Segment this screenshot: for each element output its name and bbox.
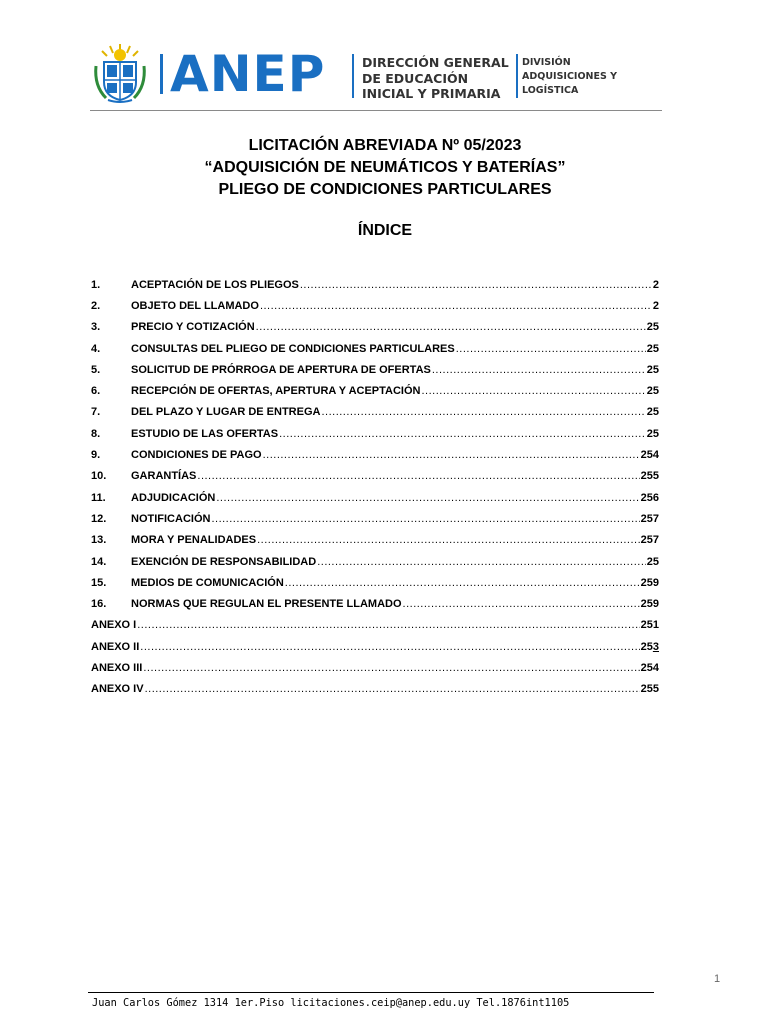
toc-number: 16.	[91, 598, 107, 611]
header-separator	[516, 54, 518, 98]
toc-entry[interactable]	[91, 338, 659, 359]
toc-leader	[263, 449, 640, 461]
toc-entry[interactable]	[91, 444, 659, 465]
toc-title: OBJETO DEL LLAMADO	[131, 299, 259, 312]
toc-title: DEL PLAZO Y LUGAR DE ENTREGA	[131, 406, 321, 419]
toc-entry[interactable]	[91, 572, 659, 593]
toc-title: RECEPCIÓN DE OFERTAS, APERTURA Y ACEPTACIÓN	[131, 385, 421, 398]
toc-annex-entry[interactable]	[91, 615, 659, 636]
toc-number: 15.	[91, 576, 107, 589]
toc-leader	[300, 279, 652, 291]
toc-page: 25	[646, 363, 659, 376]
toc-leader	[456, 343, 646, 355]
toc-title: MORA Y PENALIDADES	[131, 534, 257, 547]
toc-leader	[257, 534, 640, 546]
direction-line: DE EDUCACIÓN	[362, 70, 469, 86]
document-title	[0, 135, 770, 201]
toc-entry[interactable]	[91, 423, 659, 444]
toc-entry[interactable]	[91, 466, 659, 487]
footer-rule	[88, 992, 654, 993]
toc-title: CONDICIONES DE PAGO	[131, 449, 262, 462]
toc-entry[interactable]	[91, 295, 659, 316]
toc-page: 254	[640, 661, 659, 674]
header-separator	[352, 54, 354, 98]
toc-number: 9.	[91, 449, 101, 462]
header-rule	[90, 110, 662, 111]
toc-number: 5.	[91, 363, 101, 376]
division-line: LOGÍSTICA	[522, 85, 579, 96]
toc-entry[interactable]	[91, 274, 659, 295]
index-heading: ÍNDICE	[357, 222, 413, 239]
toc-leader	[432, 364, 646, 376]
toc-page: 25	[646, 427, 659, 440]
direction-line: DIRECCIÓN GENERAL	[362, 55, 509, 70]
toc-leader	[321, 406, 645, 418]
toc-leader	[197, 470, 639, 482]
toc-leader	[317, 556, 646, 568]
letterhead	[90, 38, 662, 114]
toc-leader	[145, 683, 640, 695]
toc-title: CONSULTAS DEL PLIEGO DE CONDICIONES PARTICULARES	[131, 342, 455, 355]
direction-line: INICIAL Y PRIMARIA	[362, 86, 501, 101]
toc-number: 11.	[91, 491, 106, 504]
toc-title: ADJUDICACIÓN	[131, 491, 216, 504]
anep-logo: ANEP	[170, 45, 326, 103]
uruguay-coat-of-arms-icon	[92, 42, 148, 104]
title-line: “ADQUISICIÓN DE NEUMÁTICOS Y BATERÍAS”	[204, 159, 566, 176]
toc-number: 14.	[91, 555, 107, 568]
toc-title: NOTIFICACIÓN	[131, 512, 211, 525]
toc-entry[interactable]	[91, 508, 659, 529]
toc-leader	[140, 641, 639, 653]
toc-annex-entry[interactable]	[91, 679, 659, 700]
toc-entry[interactable]	[91, 530, 659, 551]
toc-leader	[285, 577, 640, 589]
toc-number: 1.	[91, 278, 101, 291]
toc-number: 12.	[91, 512, 107, 525]
toc-title: PRECIO Y COTIZACIÓN	[131, 321, 255, 334]
toc-title: SOLICITUD DE PRÓRROGA DE APERTURA DE OFERTAS	[131, 363, 431, 376]
division-line: ADQUISICIONES Y	[522, 71, 617, 82]
toc-leader	[403, 598, 640, 610]
page-number: 1	[714, 973, 721, 985]
toc-page: 251	[640, 619, 659, 632]
division-name	[522, 56, 617, 98]
toc-title: ANEXO II	[91, 640, 140, 653]
toc-leader	[137, 619, 639, 631]
direction-name	[362, 55, 509, 102]
footer-contact: Juan Carlos Gómez 1314 1er.Piso licitaciones.ceip@anep.edu.uy Tel.1876int1105	[92, 997, 570, 1009]
toc-leader	[211, 513, 639, 525]
toc-entry[interactable]	[91, 593, 659, 614]
toc-page: 255	[640, 683, 659, 696]
toc-page-part: 25	[640, 640, 653, 653]
toc-page: 25	[646, 406, 659, 419]
title-line: LICITACIÓN ABREVIADA Nº 05/2023	[248, 137, 522, 154]
toc-leader	[143, 662, 639, 674]
toc-number: 8.	[91, 427, 101, 440]
toc-title: MEDIOS DE COMUNICACIÓN	[131, 576, 284, 589]
toc-title: GARANTÍAS	[131, 470, 197, 483]
toc-page: 25	[646, 555, 659, 568]
toc-page: 255	[640, 470, 659, 483]
toc-number: 6.	[91, 385, 101, 398]
toc-leader	[260, 300, 652, 312]
toc-leader	[256, 321, 646, 333]
toc-number: 7.	[91, 406, 101, 419]
toc-entry[interactable]	[91, 359, 659, 380]
toc-page: 2	[652, 299, 659, 312]
toc-title: ESTUDIO DE LAS OFERTAS	[131, 427, 279, 440]
toc-page: 257	[640, 512, 659, 525]
toc-page: 256	[640, 491, 659, 504]
toc-number: 13.	[91, 534, 107, 547]
toc-number: 3.	[91, 321, 101, 334]
toc-title: ANEXO III	[91, 661, 143, 674]
toc-page: 2	[652, 278, 659, 291]
toc-title: ACEPTACIÓN DE LOS PLIEGOS	[131, 278, 299, 291]
toc-leader	[216, 492, 639, 504]
toc-entry[interactable]	[91, 380, 659, 401]
toc-title: EXENCIÓN DE RESPONSABILIDAD	[131, 555, 317, 568]
toc-page	[641, 641, 659, 653]
toc-annex-entry[interactable]	[91, 636, 659, 657]
toc-entry[interactable]	[91, 551, 659, 572]
logo-divider	[160, 54, 163, 94]
toc-page-underlined-digit: 3	[652, 640, 659, 653]
toc-entry[interactable]	[91, 487, 659, 508]
title-line: PLIEGO DE CONDICIONES PARTICULARES	[218, 181, 552, 198]
toc-annex-entry[interactable]	[91, 657, 659, 678]
division-line: DIVISIÓN	[522, 57, 571, 68]
toc-number: 4.	[91, 342, 101, 355]
toc-number: 2.	[91, 299, 101, 312]
toc-leader	[279, 428, 646, 440]
toc-title: ANEXO I	[91, 619, 137, 632]
toc-leader	[422, 385, 646, 397]
toc-page: 259	[640, 598, 659, 611]
toc-page: 257	[640, 534, 659, 547]
toc-title: NORMAS QUE REGULAN EL PRESENTE LLAMADO	[131, 598, 402, 611]
toc-entry[interactable]	[91, 402, 659, 423]
toc-page: 259	[640, 576, 659, 589]
toc-page: 25	[646, 342, 659, 355]
toc-title: ANEXO IV	[91, 683, 144, 696]
toc-page: 254	[640, 449, 659, 462]
toc-page: 25	[646, 321, 659, 334]
toc-entry[interactable]	[91, 317, 659, 338]
table-of-contents	[91, 274, 659, 700]
toc-page: 25	[646, 385, 659, 398]
toc-number: 10.	[91, 470, 107, 483]
